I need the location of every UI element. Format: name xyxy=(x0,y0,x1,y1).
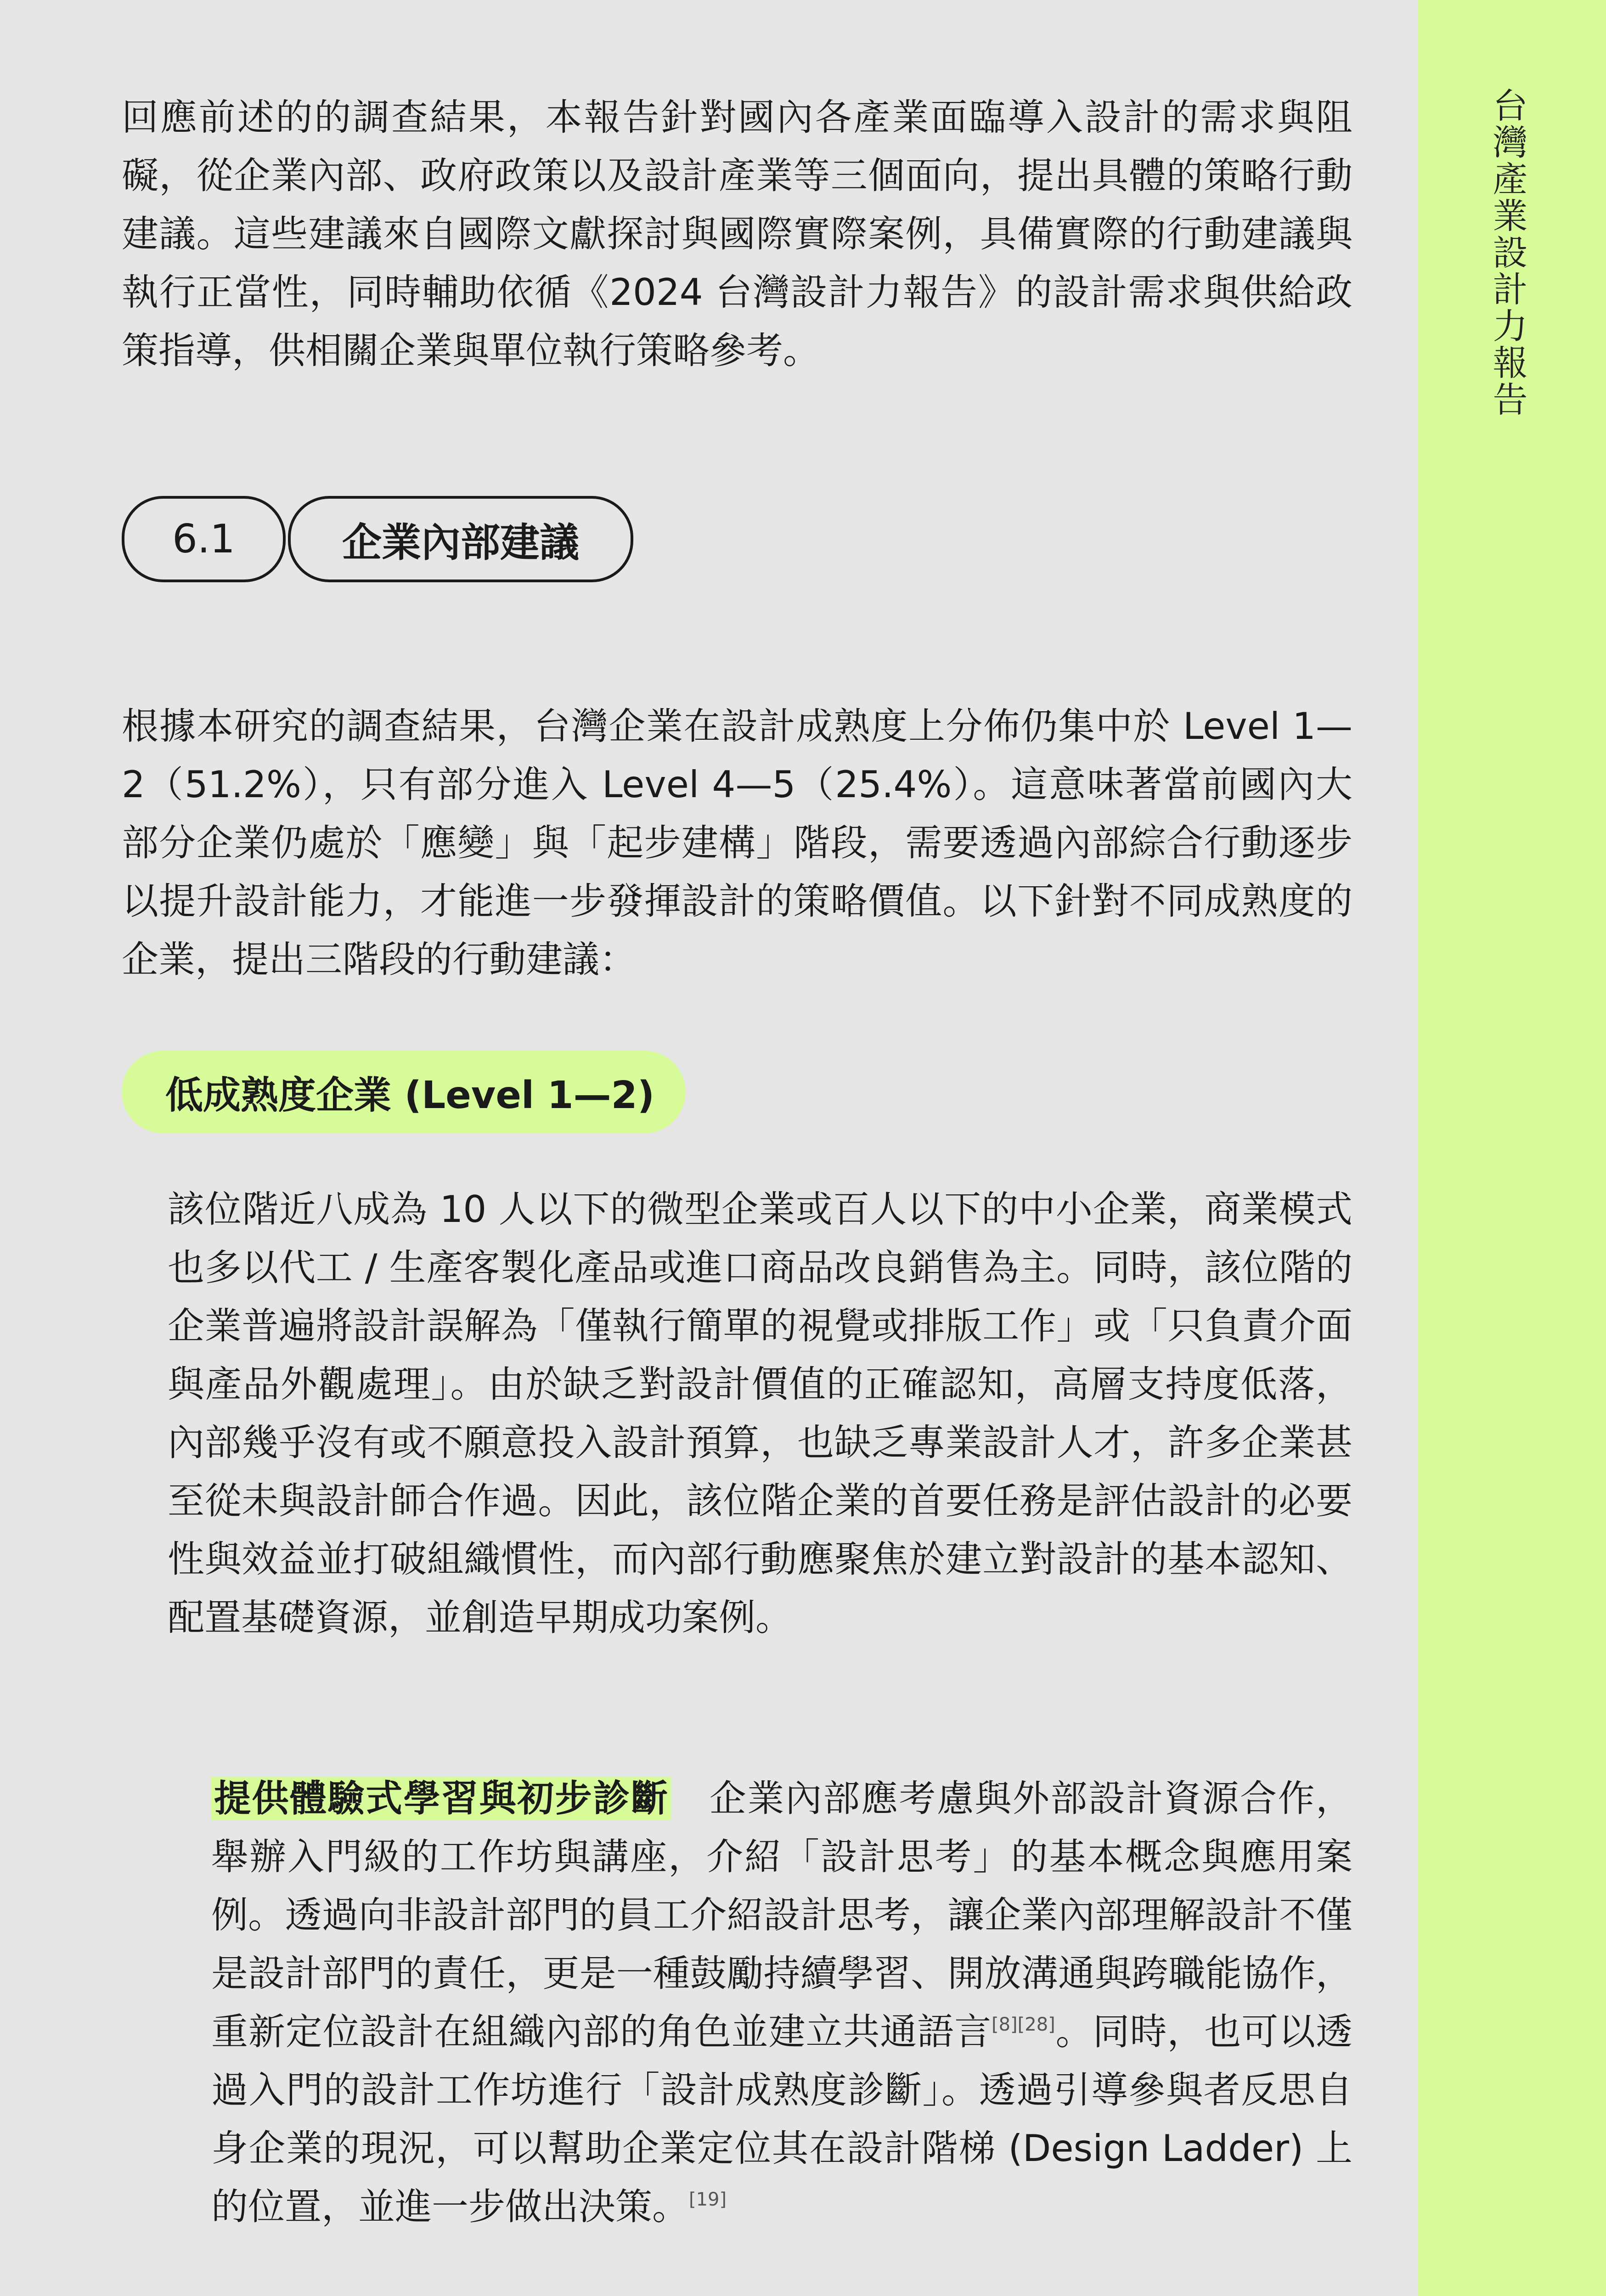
citation-ref: [8][28] xyxy=(991,2014,1055,2035)
recommendation-title: 提供體驗式學習與初步診斷 xyxy=(211,1777,671,1820)
recommendation-text-1: 企業內部應考慮與外部設計資源合作，舉辦入門級的工作坊與講座，介紹「設計思考」的基本概念與應用案例。透過向非設計部門的員工介紹設計思考，讓企業內部理解設計不僅是設計部門的責任，更是一種鼓勵持續學習、開放溝通與跨職能協作，重新定位設計在組織內部的角色並建立共通語言 xyxy=(211,1777,1353,2053)
sidebar xyxy=(1418,0,1606,2296)
low-maturity-paragraph: 該位階近八成為 10 人以下的微型企業或百人以下的中小企業，商業模式也多以代工 / 生產客製化產品或進口商品改良銷售為主。同時，該位階的企業普遍將設計誤解為「僅執行簡單的視覺或排版工作」或「只負責介面與產品外觀處理」。由於缺乏對設計價值的正確認知，高層支持度低落，內部幾乎沒有或不願意投入設計預算，也缺乏專業設計人才，許多企業甚至從未與設計師合作過。因此，該位階企業的首要任務是評估設計的必要性與效益並打破組織慣性，而內部行動應聚焦於建立對設計的基本認知、配置基礎資源，並創造早期成功案例。 xyxy=(168,1188,1352,1639)
recommendation-paragraph xyxy=(211,1769,1352,2236)
report-title: 台灣產業設計力報告 xyxy=(1487,87,1528,418)
section-paragraph: 根據本研究的調查結果，台灣企業在設計成熟度上分佈仍集中於 Level 1—2（51.2%），只有部分進入 Level 4—5（25.4%）。這意味著當前國內大部分企業仍處於「應變」與「起步建構」階段，需要透過內部綜合行動逐步以提升設計能力，才能進一步發揮設計的策略價值。以下針對不同成熟度的企業，提出三階段的行動建議： xyxy=(122,705,1352,981)
recommendation-text-2: 。同時，也可以透過入門的設計工作坊進行「設計成熟度診斷」。透過引導參與者反思自身企業的現況，可以幫助企業定位其在設計階梯 (Design Ladder) 上的位置，並進一步做出決策。 xyxy=(211,2010,1352,2228)
citation-ref: [19] xyxy=(689,2189,727,2210)
intro-paragraph: 回應前述的的調查結果，本報告針對國內各產業面臨導入設計的需求與阻礙，從企業內部、政府政策以及設計產業等三個面向，提出具體的策略行動建議。這些建議來自國際文獻探討與國際實際案例，具備實際的行動建議與執行正當性，同時輔助依循《2024 台灣設計力報告》的設計需求與供給政策指導，供相關企業與單位執行策略參考。 xyxy=(122,96,1352,372)
section-number: 6.1 xyxy=(122,496,286,582)
low-maturity-label: 低成熟度企業 (Level 1—2) xyxy=(122,1051,686,1133)
section-title: 企業內部建議 xyxy=(288,496,633,582)
